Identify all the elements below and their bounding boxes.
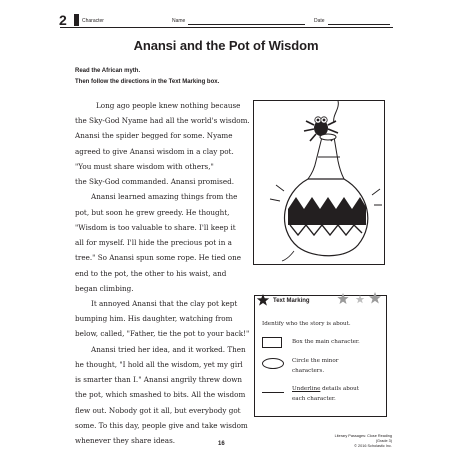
stars-decoration-icon — [336, 292, 382, 306]
story-line: "Wisdom is too valuable to share. I'll keep it — [75, 222, 236, 232]
circle-instruction-line-1: Circle the minor — [292, 358, 339, 364]
underline-instruction-line-2: each character. — [292, 396, 336, 402]
story-line: the pot, which smashed to bits. All the wisdom — [75, 390, 246, 400]
story-line: end to the pot, the other to his waist, and — [75, 268, 227, 278]
story-line: bumping him. His daughter, watching from — [75, 314, 233, 324]
lesson-number: 2 — [59, 12, 67, 28]
name-label: Name — [172, 18, 186, 24]
date-label: Date — [314, 18, 325, 24]
text-marking-title: Text Marking — [273, 298, 310, 304]
story-line: whenever they share ideas. — [75, 436, 176, 445]
skill-label: Character — [82, 18, 104, 24]
illustration-frame — [253, 100, 385, 265]
story-line: It annoyed Anansi that the clay pot kept — [91, 298, 238, 308]
header-rule — [60, 27, 393, 28]
story-line: flew out. Nobody got it all, but everybody got — [75, 405, 241, 415]
story-line: below, called, "Father, tie the pot to your back!" — [75, 329, 250, 339]
story-line: the Sky-God Nyame had all the world's wisdom. — [75, 116, 250, 126]
page-number: 16 — [218, 441, 225, 447]
story-line: he thought, "I hold all the wisdom, yet my girl — [75, 359, 243, 369]
story-line: the Sky-God commanded. Anansi promised. — [75, 177, 235, 187]
underline-rest: details about — [320, 386, 359, 392]
header-tab-mark — [74, 14, 79, 26]
footer-credit — [330, 434, 392, 449]
box-symbol — [262, 337, 282, 348]
footer-credit-line-1: Literary Passages: Close Reading (Grade 3) — [334, 434, 392, 443]
story-line: some. To this day, people give and take wisdom — [75, 420, 248, 430]
story-line: agreed to give Anansi wisdom in a clay pot. — [75, 146, 234, 156]
story-line: tree." So Anansi spun some rope. He tied one — [75, 253, 241, 263]
story-line: Anansi learned amazing things from the — [91, 192, 238, 202]
pot-illustration — [254, 101, 384, 264]
text-marking-intro: Identify who the story is about. — [262, 321, 351, 327]
circle-symbol — [262, 358, 284, 369]
story-line: Long ago people knew nothing because — [96, 101, 241, 110]
instruction-line-1: Read the African myth. — [75, 68, 141, 74]
page-title: Anansi and the Pot of Wisdom — [133, 38, 319, 53]
underline-word: Underline — [292, 386, 321, 392]
circle-instruction-line-2: characters. — [292, 368, 325, 374]
story-line: Anansi tried her idea, and it worked. Then — [91, 344, 246, 354]
story-line: pot, but soon he grew greedy. He thought, — [75, 207, 230, 217]
story-line: is smarter than I." Anansi angrily threw down — [75, 375, 243, 385]
date-field[interactable] — [328, 24, 390, 25]
instruction-line-2: Then follow the directions in the Text Marking box. — [75, 79, 220, 85]
star-icon — [256, 294, 270, 306]
footer-credit-line-2: © 2016 Scholastic Inc. — [354, 444, 392, 448]
underline-instruction-line-1 — [292, 386, 359, 392]
story-line: "You must share wisdom with others," — [75, 161, 214, 171]
story-line: Anansi the spider begged for some. Nyame — [75, 131, 233, 141]
story-line: began climbing. — [75, 283, 134, 293]
underline-symbol — [262, 392, 284, 393]
story-line: all for myself. I'll hide the precious pot in a — [75, 238, 232, 248]
name-field[interactable] — [188, 24, 305, 25]
box-instruction: Box the main character. — [292, 339, 360, 345]
